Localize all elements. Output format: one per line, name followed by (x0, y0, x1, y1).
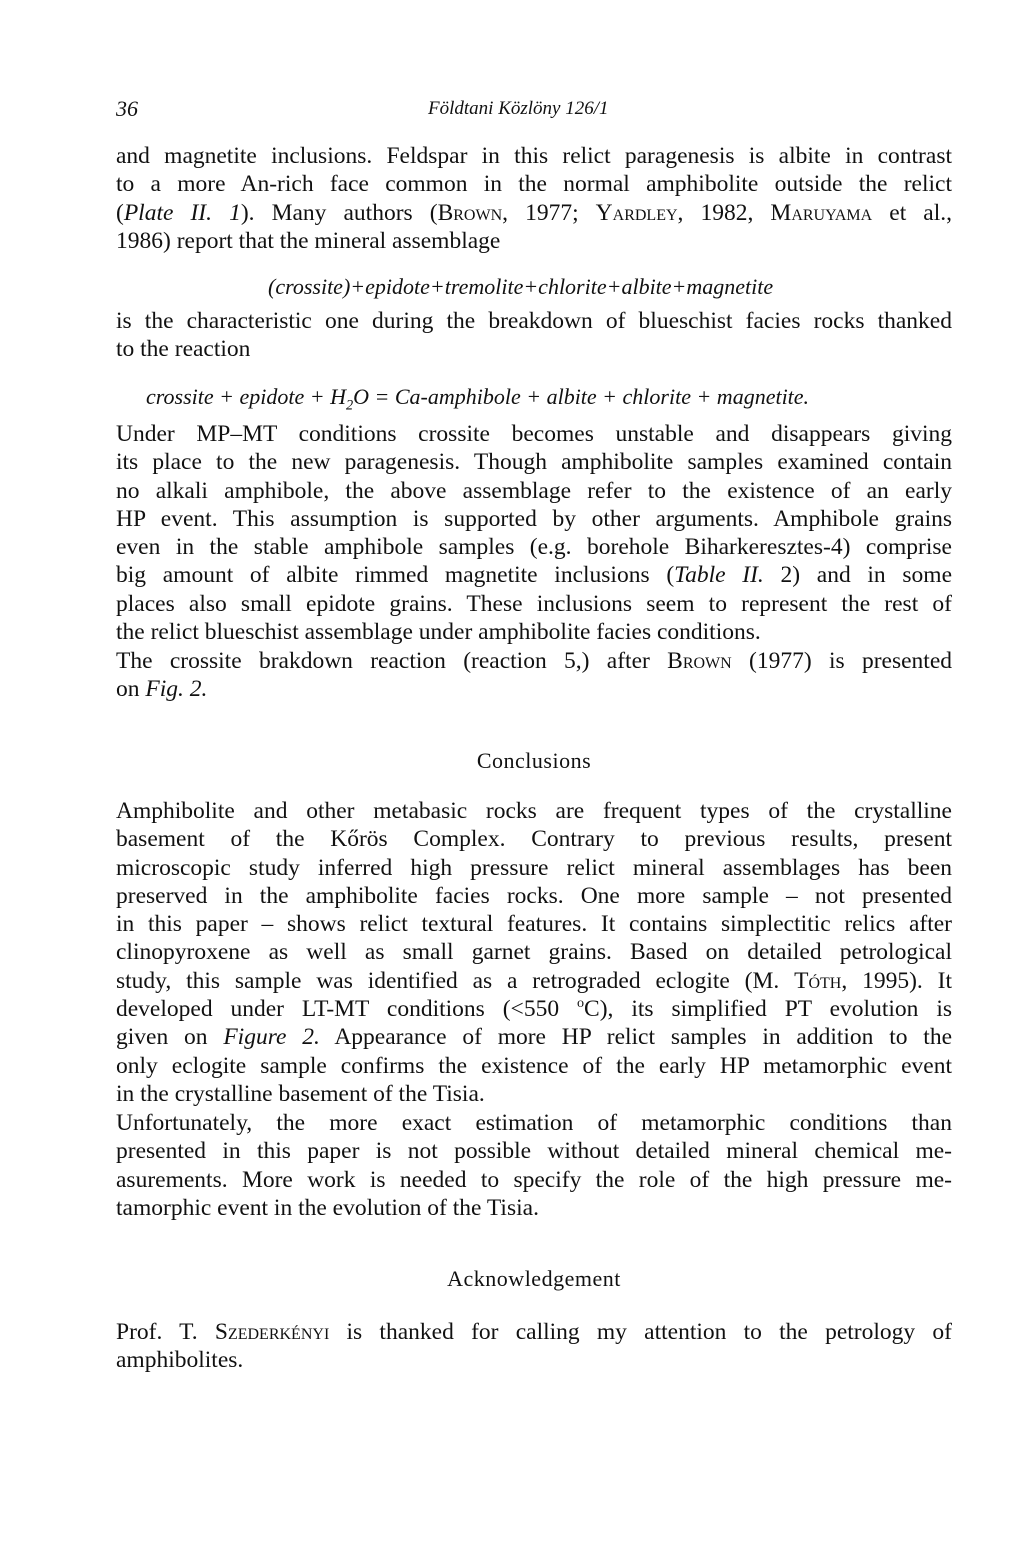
figure-reference: Fig. 2. (145, 676, 208, 703)
text-line: on Fig. 2. (116, 676, 208, 703)
paragraph-conclusions-2 (116, 1109, 952, 1222)
text-line: to a more An-rich face common in the normal amphibolite outside the relict (116, 171, 952, 198)
text-line: tamorphic event in the evolution of the Tisia. (116, 1194, 539, 1221)
text-line: is the characteristic one during the breakdown of blueschist facies rocks thanked (116, 308, 952, 334)
text-line: Unfortunately, the more exact estimation of metamorphic conditions than (116, 1110, 952, 1136)
text-line: asurements. More work is needed to specify the role of the high pressure me- (116, 1166, 952, 1193)
text-line: in this paper – shows relict textural features. It contains simplectitic relics after (116, 911, 952, 938)
text-line: to the reaction (116, 336, 251, 363)
text-line: big amount of albite rimmed magnetite inclusions (Table II. 2) and in some (116, 562, 952, 589)
paragraph-mp-mt-conditions (116, 420, 952, 646)
text-line: 1986) report that the mineral assemblage (116, 227, 501, 254)
text-line: preserved in the amphibolite facies rocks. One more sample – not presented (116, 882, 952, 909)
text-line: developed under LT-MT conditions (<550 $^o$C), its simplified PT evolution is (116, 995, 952, 1023)
page-number: 36 (116, 96, 138, 121)
figure-reference: Figure 2. (223, 1024, 320, 1051)
paragraph-acknowledgement (116, 1318, 952, 1375)
paragraph-relict-paragenesis (116, 142, 952, 255)
text-line: basement of the Kőrös Complex. Contrary to previous results, present (116, 826, 952, 853)
paragraph-characteristic (116, 307, 952, 364)
section-heading-acknowledgement: Acknowledgement (447, 1266, 621, 1291)
text-line: Amphibolite and other metabasic rocks are frequent types of the crystalline (116, 798, 952, 824)
running-header (116, 96, 952, 124)
mineral-assemblage-formula: (crossite)+epidote+tremolite+chlorite+albite+magnetite (268, 274, 774, 299)
text-line: (Plate II. 1). Many authors (Brown, 1977; Yardley, 1982, Maruyama et al., (116, 199, 953, 226)
paragraph-crossite-breakdown (116, 647, 952, 704)
text-line: microscopic study inferred high pressure relict mineral assemblages has been (116, 854, 952, 881)
text-line: amphibolites. (116, 1347, 244, 1374)
text-line: study, this sample was identified as a retrograded eclogite (M. Tóth, 1995). It (116, 967, 952, 994)
text-line: the relict blueschist assemblage under amphibolite facies conditions. (116, 619, 761, 646)
text-line: Under MP–MT conditions crossite becomes unstable and disappears giving (116, 421, 952, 447)
text-line: no alkali amphibole, the above assemblage refer to the existence of an early (116, 477, 952, 504)
author-name: Tóth (794, 967, 842, 994)
text-line: presented in this paper is not possible without detailed mineral chemical me- (116, 1138, 952, 1165)
text-line: Prof. T. Szederkényi is thanked for calling my attention to the petrology of (116, 1319, 952, 1345)
text-line: its place to the new paragenesis. Though amphibolite samples examined contain (116, 449, 952, 476)
paragraph-conclusions-1 (116, 797, 952, 1108)
text-line: The crossite brakdown reaction (reaction 5,) after Brown (1977) is presented (116, 648, 952, 674)
text-line: given on Figure 2. Appearance of more HP relict samples in addition to the (116, 1024, 952, 1051)
text-line: only eclogite sample confirms the existence of the early HP metamorphic event (116, 1052, 952, 1079)
author-name: Maruyama (770, 199, 873, 226)
text-line: and magnetite inclusions. Feldspar in this relict paragenesis is albite in contrast (116, 143, 952, 169)
author-name: Brown (437, 199, 503, 226)
text-line: in the crystalline basement of the Tisia. (116, 1080, 485, 1107)
text-line: places also small epidote grains. These inclusions seem to represent the rest of (116, 590, 952, 617)
section-heading-conclusions: Conclusions (476, 748, 592, 773)
text-line: clinopyroxene as well as small garnet grains. Based on detailed petrological (116, 939, 952, 966)
author-name: Szederkényi (214, 1319, 330, 1345)
author-name: Yardley (595, 199, 678, 226)
text-line: HP event. This assumption is supported by other arguments. Amphibole grains (116, 505, 952, 532)
table-reference: Table II. (674, 562, 764, 589)
journal-title: Földtani Közlöny 126/1 (428, 98, 609, 119)
author-name: Brown (667, 648, 732, 674)
plate-reference: Plate II. 1 (123, 199, 241, 226)
text-line: even in the stable amphibole samples (e.g. borehole Biharkeresztes-4) comprise (116, 534, 952, 561)
reaction-equation: crossite + epidote + $H_2O$ = Ca-amphibole + albite + chlorite + magnetite. (146, 384, 810, 414)
